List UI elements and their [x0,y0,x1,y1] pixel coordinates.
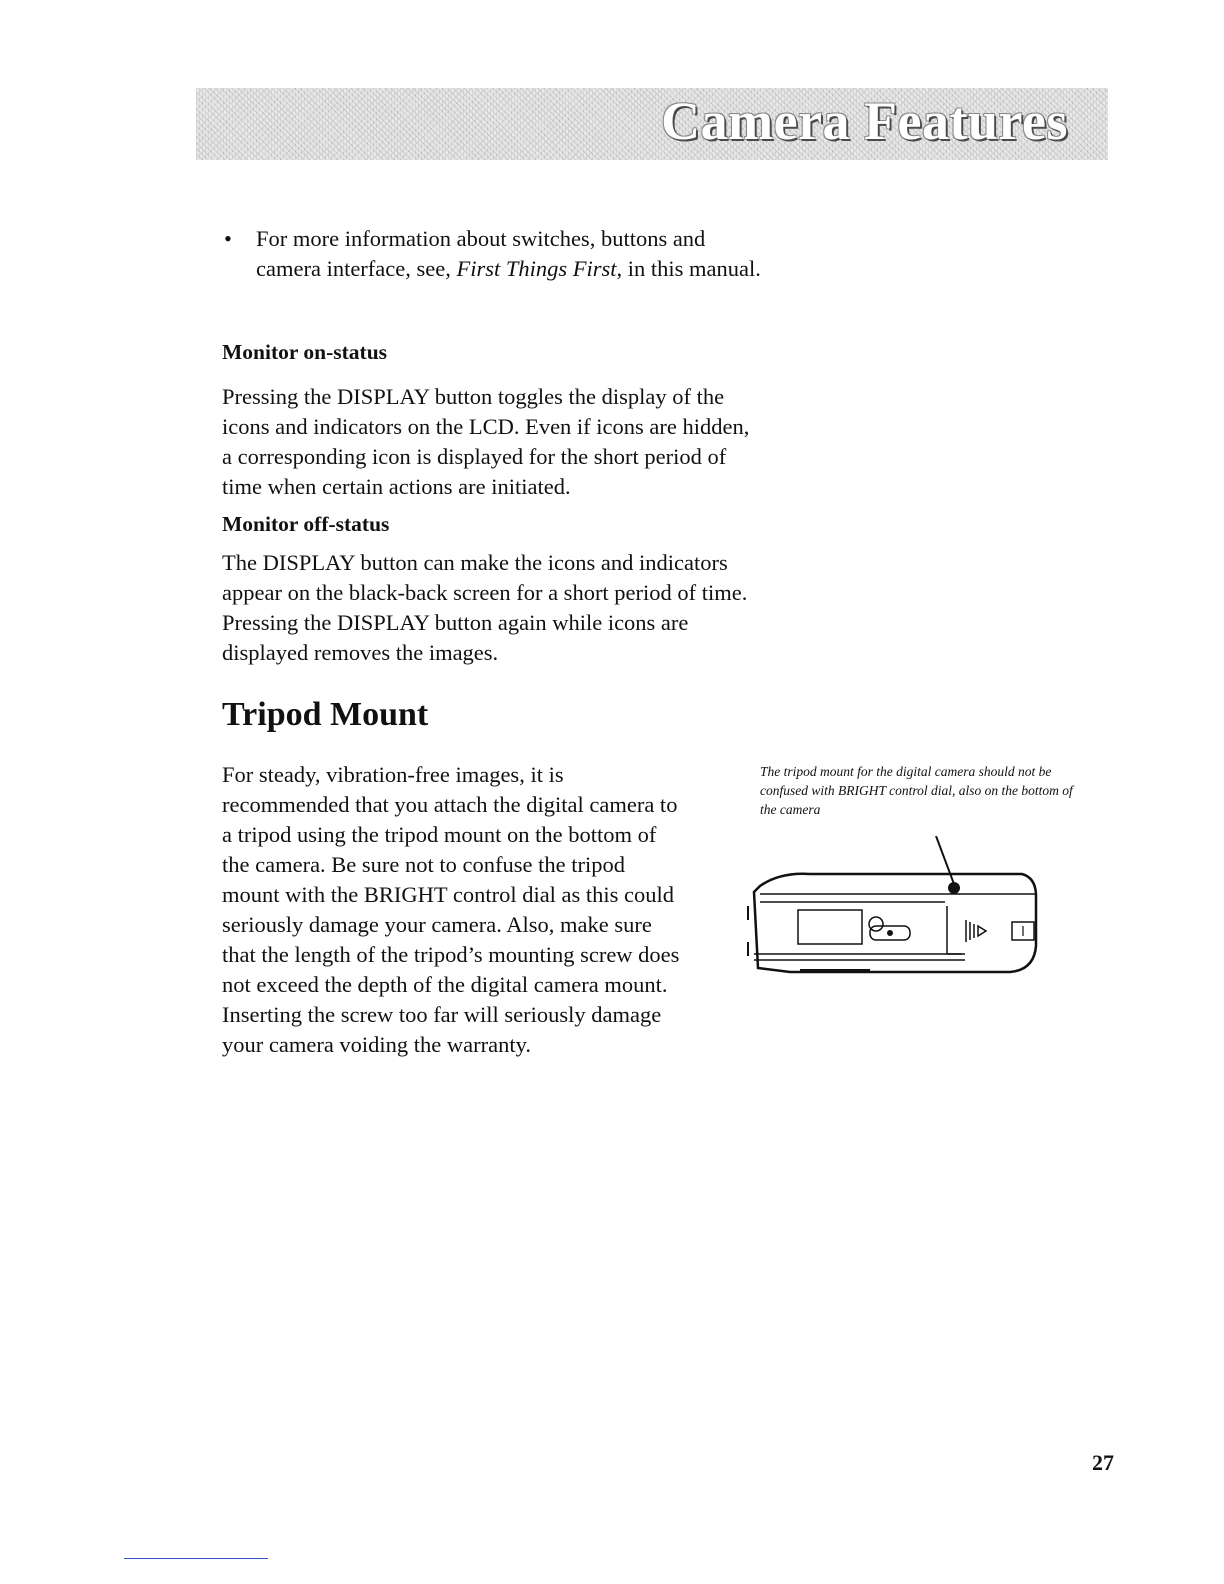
tripod-mount-paragraph: For steady, vibration-free images, it is recommended that you attach the digital camera to a tripod using the tripod mount on the bottom of the camera. Be sure not to confuse the tripod mount with the BRIGHT control dial as this could seriously damage your camera. Also, make sure that the length of the tripod’s mounting screw does not exceed the depth of the digital camera mount. Inserting the screw too far will seriously damage your camera voiding the warranty. [222,762,680,1057]
monitor-on-heading: Monitor on-status [222,340,388,364]
camera-bottom-icon [740,836,1050,976]
section-title: Camera Features [661,91,1068,151]
footer-rule [124,1558,268,1559]
bullet-text [256,224,764,284]
bullet-italic-reference: First Things First [456,256,617,281]
page-number: 27 [1092,1450,1114,1475]
monitor-off-heading: Monitor off-status [222,512,390,536]
monitor-off-paragraph: The DISPLAY button can make the icons and indicators appear on the black-back screen for a short period of time. Pressing the DISPLAY button again while icons are displayed removes the images. [222,550,748,665]
bullet-item [224,224,764,284]
tripod-mount-heading: Tripod Mount [222,696,429,733]
bullet-text-after: , in this manual. [616,256,761,281]
monitor-on-paragraph: Pressing the DISPLAY button toggles the display of the icons and indicators on the LCD. Even if icons are hidden, a corresponding icon is displayed for the short period of time when certain actions are initiated. [222,384,750,499]
figure-caption: The tripod mount for the digital camera should not be confused with BRIGHT control dial, also on the bottom of the camera [760,764,1073,817]
header-band [196,88,1108,160]
bullet-text-before: For more information about switches, buttons and camera interface, see, [256,226,706,281]
bullet-icon: • [224,226,232,251]
